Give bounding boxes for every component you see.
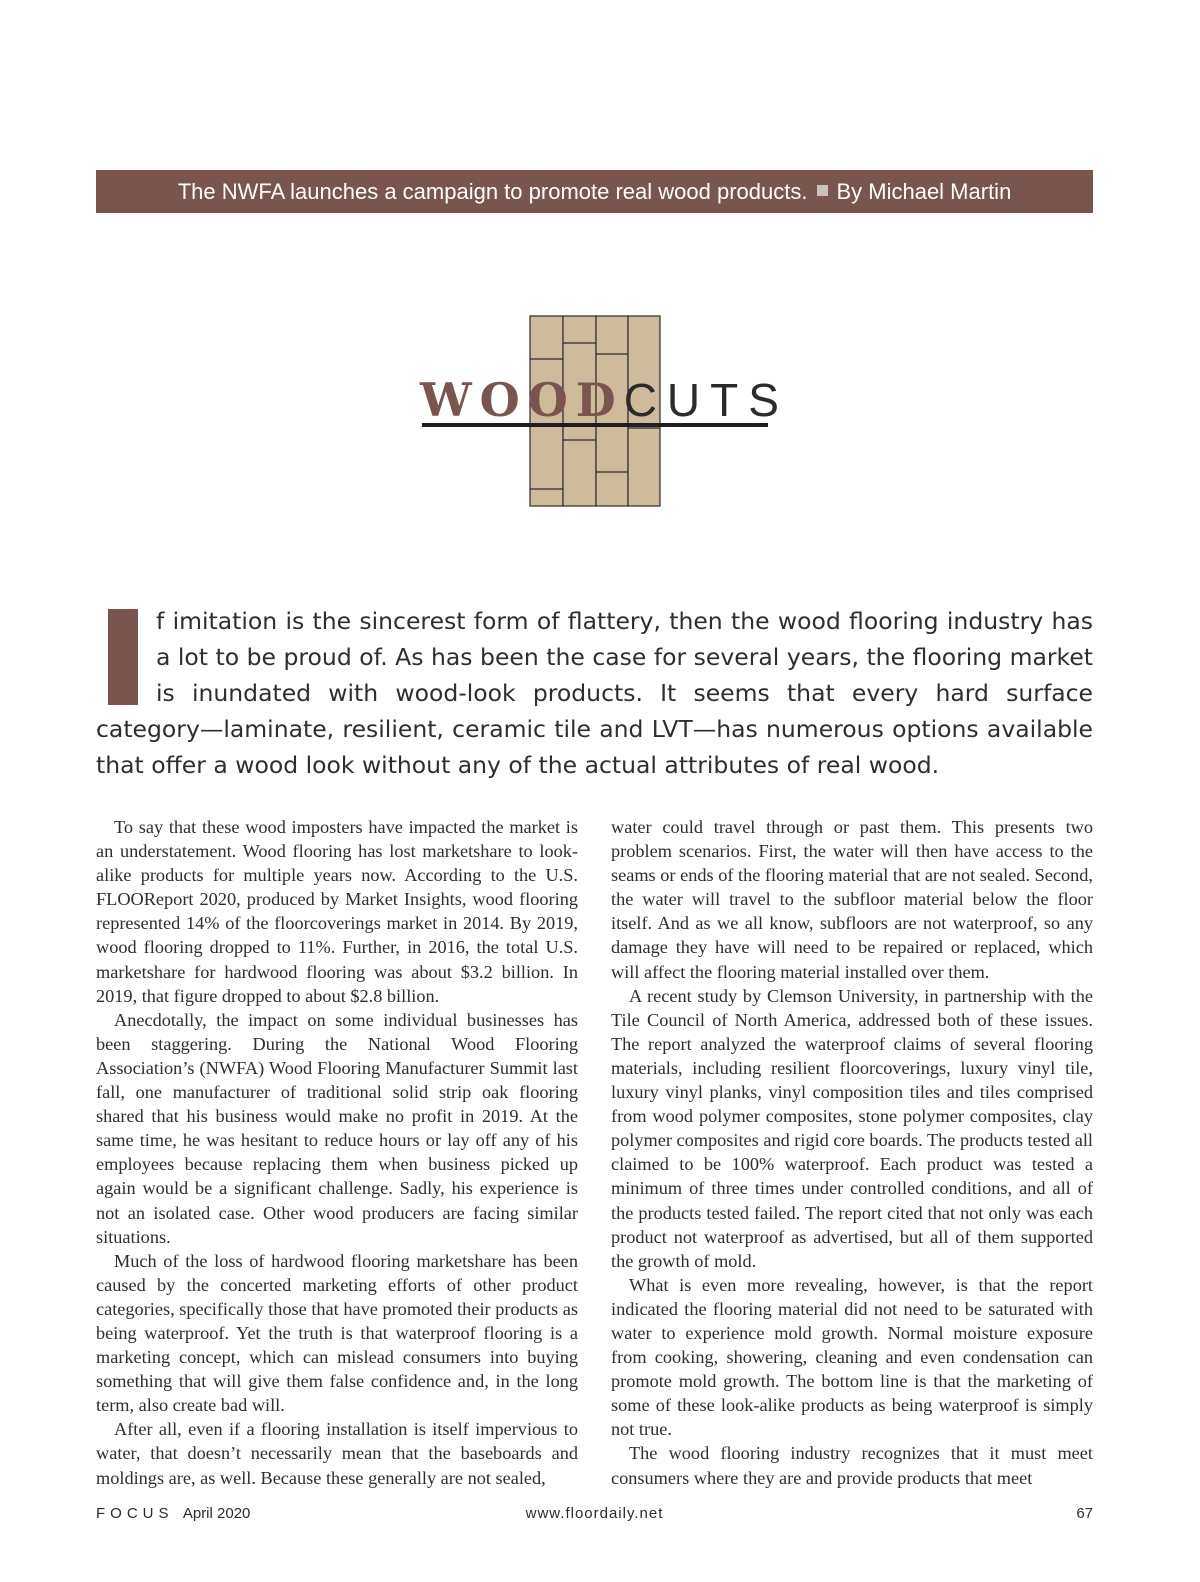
square-bullet-icon (817, 185, 828, 196)
body-paragraph: The wood flooring industry recognizes that it must meet consumers where they are and provide products that meet (611, 1443, 1093, 1488)
magazine-name: FOCUS (96, 1505, 174, 1522)
lead-text: f imitation is the sincerest form of flattery, then the wood flooring industry has a lot to be proud of. As has been the case for several years, the flooring market is inundated with wood-look products. It seems that every hard surface category—laminate, resilient, ceramic tile and LVT—has numerous options available that offer a wood look without any of the actual attributes of real wood. (96, 607, 1093, 779)
body-paragraph: A recent study by Clemson University, in partnership with the Tile Council of North America, addressed both of these issues. The report analyzed the waterproof claims of several flooring materials, including resilient floorcoverings, luxury vinyl tile, luxury vinyl planks, vinyl composition tiles and tiles comprised from wood polymer composites, stone polymer composites, clay polymer composites and rigid core boards. The products tested all claimed to be 100% waterproof. Each product was tested a minimum of three times under controlled conditions, and all of the products tested failed. The report cited that not only was each product not waterproof as advertised, but all of them supported the growth of mold. (611, 985, 1093, 1271)
dropcap (108, 609, 138, 705)
body-paragraph: What is even more revealing, however, is that the report indicated the flooring material did not need to be saturated with water to experience mold growth. Normal moisture exposure from cooking, showering, cleaning and even condensation can promote mold growth. The bottom line is that the marketing of some of these look-alike products as being waterproof is simply not true. (611, 1274, 1093, 1440)
page-number: 67 (1076, 1505, 1093, 1522)
website-link[interactable]: www.floordaily.net (525, 1505, 664, 1522)
left-column (96, 815, 578, 1490)
article-byline: By Michael Martin (836, 178, 1012, 204)
page-footer (96, 1505, 1093, 1527)
body-paragraph: Anecdotally, the impact on some individual businesses has been staggering. During the National Wood Flooring Association’s (NWFA) Wood Flooring Manufacturer Summit last fall, one manufacturer of traditional solid strip oak flooring shared that his business would make no profit in 2019. At the same time, he was hesitant to reduce hours or lay off any of his employees because replacing them when business picked up again would be a significant challenge. Sadly, his experience is not an isolated case. Other wood producers are facing similar situations. (96, 1009, 578, 1247)
body-paragraph: water could travel through or past them. This presents two problem scenarios. First, the water will then have access to the seams or ends of the flooring material that are not sealed. Second, the water will travel to the subfloor material below the floor itself. And as we all know, subfloors are not waterproof, so any damage they have will need to be repaired or replaced, which will affect the flooring material installed over them. (611, 817, 1093, 982)
right-column (611, 815, 1093, 1490)
logo-wordmark (420, 371, 789, 429)
logo-cuts: CUTS (623, 374, 789, 426)
lead-paragraph (96, 603, 1093, 783)
body-paragraph: After all, even if a flooring installation is itself impervious to water, that doesn’t necessarily mean that the baseboards and moldings are, as well. Because these generally are not sealed, (96, 1419, 578, 1488)
woodcuts-logo (420, 315, 789, 507)
article-banner (96, 170, 1093, 213)
body-paragraph: Much of the loss of hardwood flooring marketshare has been caused by the concerted marketing efforts of other product categories, specifically those that have promoted their products as being waterproof. Yet the truth is that waterproof flooring is a marketing concept, which can mislead consumers into buying something that will give them false confidence and, in the long term, also create bad will. (96, 1250, 578, 1416)
issue-date: April 2020 (182, 1505, 251, 1522)
logo-wood: WOOD (420, 373, 624, 427)
article-subtitle: The NWFA launches a campaign to promote real wood products. (177, 178, 808, 204)
body-paragraph: To say that these wood imposters have impacted the market is an understatement. Wood flooring has lost marketshare to look-alike products for multiple years now. According to the U.S. FLOOReport 2020, produced by Market Insights, wood flooring represented 14% of the floorcoverings market in 2014. By 2019, wood flooring dropped to 11%. Further, in 2016, the total U.S. marketshare for hardwood flooring was about $3.2 billion. In 2019, that figure dropped to about $2.8 billion. (96, 817, 578, 1006)
